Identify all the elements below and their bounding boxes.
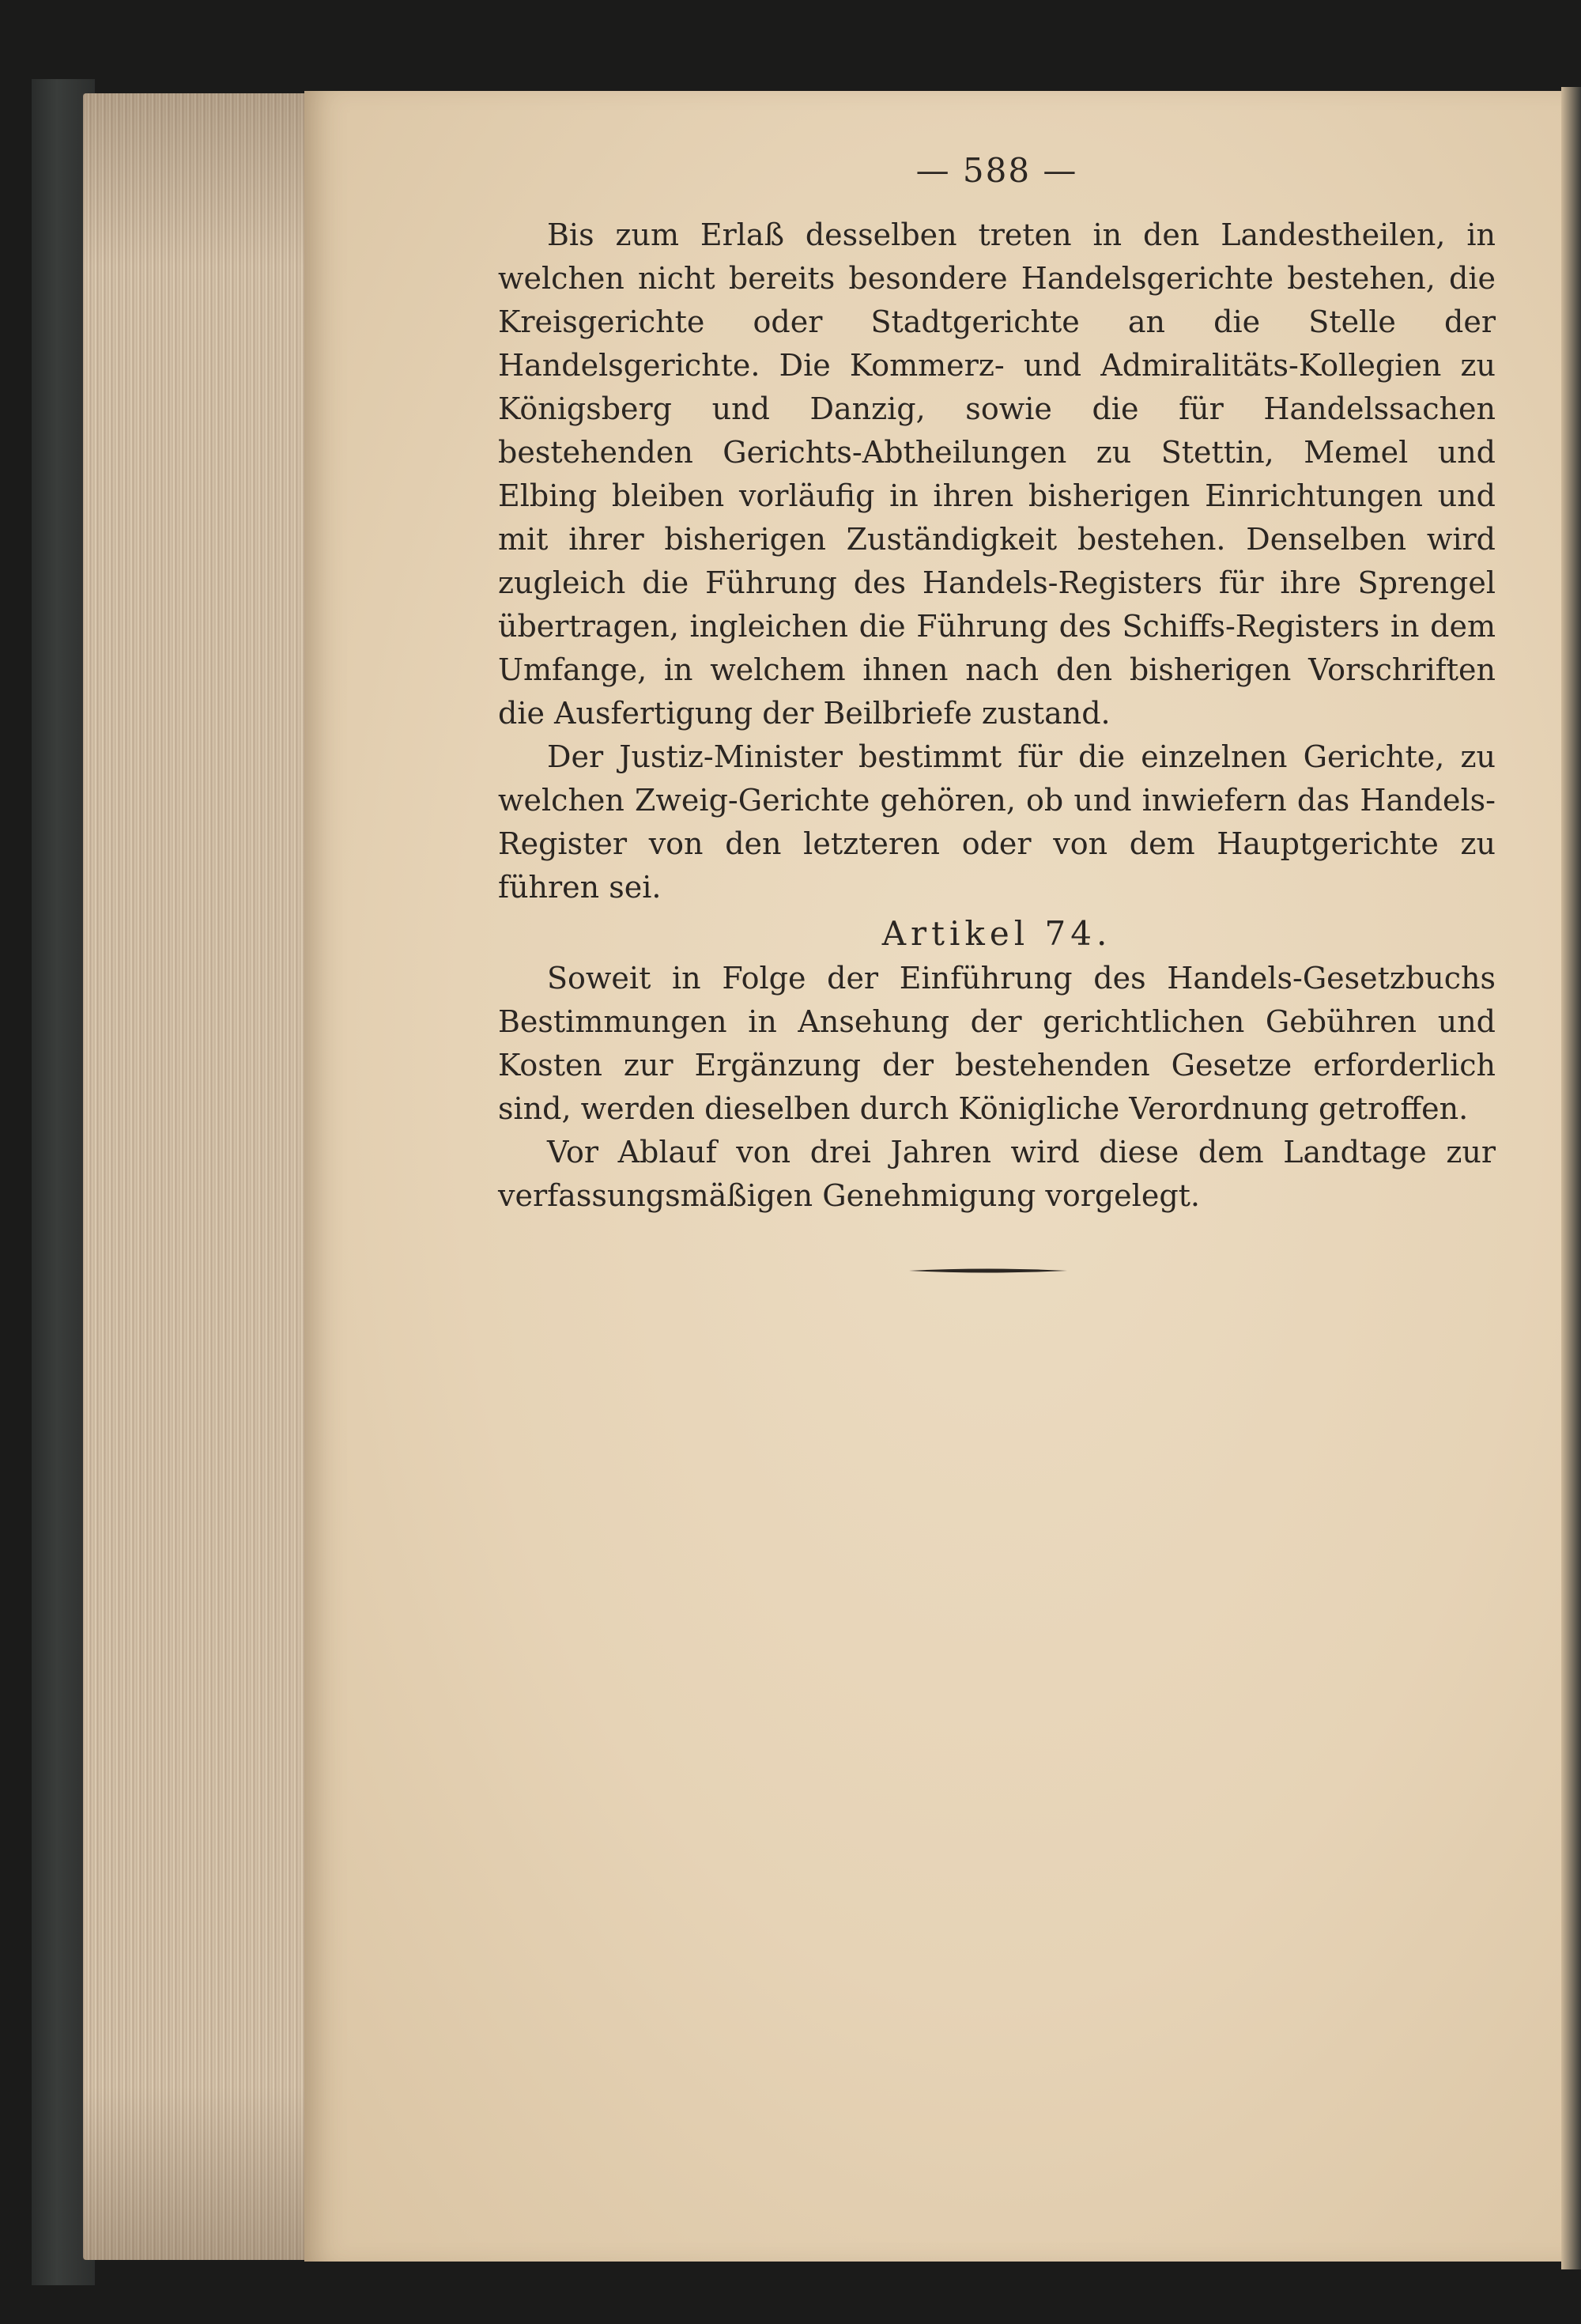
article-heading: Artikel 74. (881, 914, 1112, 953)
paragraph: Vor Ablauf von drei Jahren wird diese dem Landtage zur verfassungsmäßigen Genehmigung vorgelegt. (498, 1135, 1496, 1213)
page-edges (83, 93, 312, 2260)
page-text (498, 150, 1496, 1218)
paragraph: Bis zum Erlaß desselben treten in den Landestheilen, in welchen nicht bereits besondere Handelsgerichte bestehen, die Kreisgerichte oder Stadtgerichte an die Stelle der Handelsgerichte. Die Kommerz- und Admiralitäts-Kollegien zu Königsberg und Danzig, sowie die für Handelssachen bestehenden Gerichts-Abtheilungen zu Stettin, Memel und Elbing bleiben vorläufig in ihren bisherigen Einrichtungen und mit ihrer bisherigen Zuständigkeit bestehen. Denselben wird zugleich die Führung des Handels-Registers für ihre Sprengel übertragen, ingleichen die Führung des Schiffs-Registers in dem Umfange, in welchem ihnen nach den bisherigen Vorschriften die Ausfertigung der Beilbriefe zustand. (498, 217, 1496, 731)
end-rule (909, 1268, 1067, 1274)
end-rule-line (909, 1268, 1067, 1274)
paragraph: Soweit in Folge der Einführung des Handels-Gesetzbuchs Bestimmungen in Ansehung der gerichtlichen Gebühren und Kosten zur Ergänzung der bestehenden Gesetze erforderlich sind, werden dieselben durch Königliche Verordnung getroffen. (498, 961, 1496, 1126)
paragraph: Der Justiz-Minister bestimmt für die einzelnen Gerichte, zu welchen Zweig-Gerichte gehören, ob und inwiefern das Handels-Register von den letzteren oder von dem Hauptgerichte zu führen sei. (498, 739, 1496, 905)
page-number: — 588 — (915, 151, 1078, 190)
page-right-edge (1561, 87, 1581, 2269)
